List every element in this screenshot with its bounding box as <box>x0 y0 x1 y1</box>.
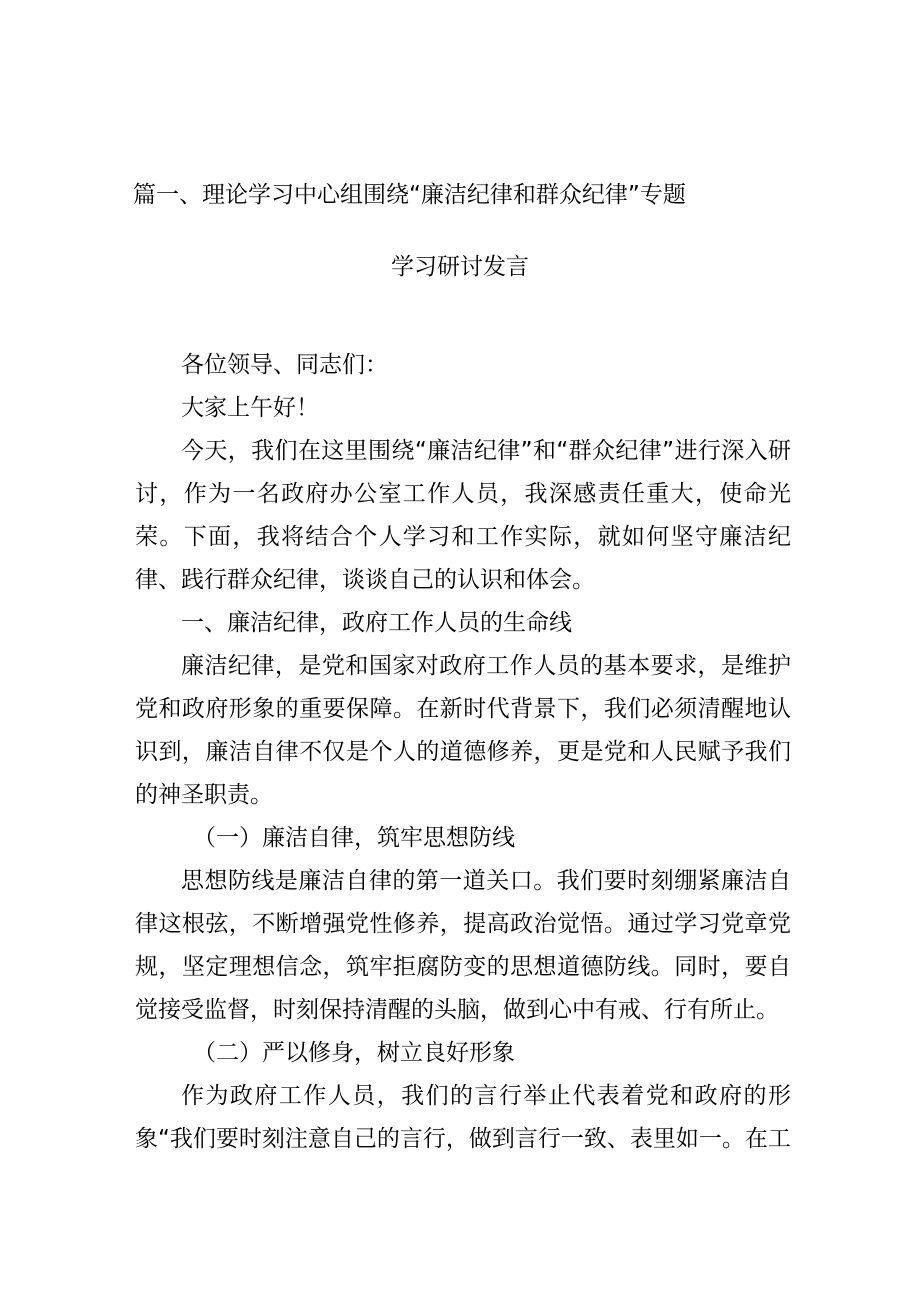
section-heading-1: 一、廉洁纪律，政府工作人员的生命线 <box>181 610 572 636</box>
document-body <box>135 344 791 1161</box>
greeting: 大家上午好！ <box>181 395 319 421</box>
section-1-paragraph: 廉洁纪律，是党和国家对政府工作人员的基本要求，是维护党和政府形象的重要保障。在新时代背景下，我们必须清醒地认识到，廉洁自律不仅是个人的道德修养，更是党和人民赋予我们的神圣职责。 <box>135 653 791 808</box>
subsection-2-paragraph: 作为政府工作人员，我们的言行举止代表着党和政府的形象“我们要时刻注意自己的言行，做到言行一致、表里如一。在工 <box>135 1083 791 1152</box>
subsection-heading-2: （二）严以修身，树立良好形象 <box>193 1040 515 1066</box>
document-subtitle: 学习研讨发言 <box>391 254 529 280</box>
salutation: 各位领导、同志们： <box>181 352 388 378</box>
document-title: 篇一、理论学习中心组围绕“廉洁纪律和群众纪律”专题 <box>133 182 686 208</box>
intro-paragraph: 今天，我们在这里围绕“廉洁纪律”和“群众纪律”进行深入研讨，作为一名政府办公室工作人员，我深感责任重大，使命光荣。下面，我将结合个人学习和工作实际，就如何坚守廉洁纪律、践行群众纪律，谈谈自己的认识和体会。 <box>135 438 791 593</box>
subsection-heading-1: （一）廉洁自律，筑牢思想防线 <box>193 825 515 851</box>
subsection-1-paragraph: 思想防线是廉洁自律的第一道关口。我们要时刻绷紧廉洁自律这根弦，不断增强党性修养，提高政治觉悟。通过学习党章党规，坚定理想信念，筑牢拒腐防变的思想道德防线。同时，要自觉接受监督，时刻保持清醒的头脑，做到心中有戒、行有所止。 <box>135 868 791 1023</box>
